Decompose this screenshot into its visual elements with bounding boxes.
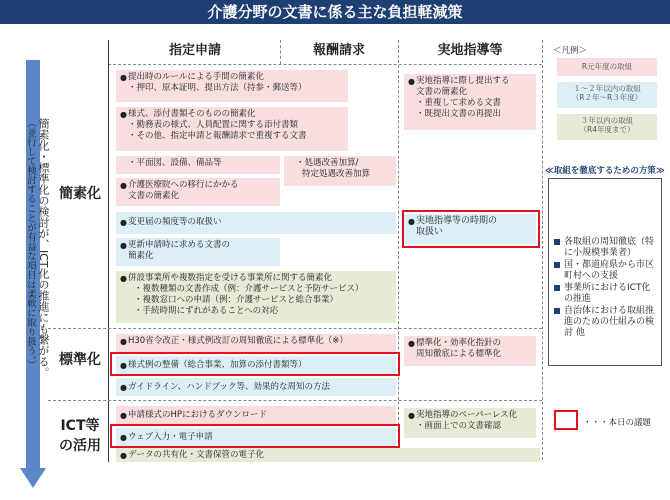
row-label-ict-line2: の活用 (59, 438, 101, 454)
legend-label: R元年度の取組 (581, 62, 633, 71)
today-agenda-label: ・・・本日の議題 (583, 418, 652, 428)
item-line: H30省令改正・様式例改訂の周知徹底による標準化（※） (128, 336, 348, 346)
item-ordinance-revision (116, 334, 396, 352)
measure-item (553, 237, 657, 259)
item-renewal-documents (116, 238, 280, 266)
item-line: 文書の簡素化 (416, 87, 468, 97)
item-data-sharing (116, 448, 540, 462)
legend-label: １～２年以内の取組 (573, 84, 641, 93)
square-bullet-icon (554, 308, 560, 314)
item-line: 簡素化 (128, 251, 154, 261)
column-header-application: 指定申請 (168, 43, 221, 58)
item-multiple-designations (116, 271, 396, 323)
bullet-icon: ● (408, 217, 415, 226)
row-label-standardize: 標準化 (59, 352, 101, 368)
column-divider-1 (280, 40, 281, 64)
left-note-main: 簡素化・標準化の検討が、ICT化の推進にも繋がる。 (37, 118, 50, 378)
item-line: ・重複して求める文書 (416, 98, 502, 108)
row-divider-2 (48, 400, 542, 401)
measure-item (553, 283, 657, 305)
item-line: ・処遇改善加算/ (296, 158, 359, 168)
item-line: ・画面上での文書確認 (416, 421, 502, 431)
square-bullet-icon (554, 239, 560, 245)
page-title: 介護分野の文書に係る主な負担軽減策 (0, 0, 670, 24)
header-divider (108, 64, 542, 65)
item-line: 併設事業所や複数指定を受ける事業所に関する簡素化 (128, 273, 333, 283)
item-line: ・既提出文書の再提出 (416, 109, 502, 119)
row-label-simplify: 簡素化 (59, 186, 101, 202)
item-standardization-guideline (404, 336, 536, 366)
item-paperless-inspection (404, 408, 536, 438)
legend-label: （R4年度まで） (579, 125, 635, 134)
item-line: 文書の簡素化 (128, 191, 180, 201)
column-divider-2 (398, 40, 399, 460)
arrow-head-icon (20, 468, 46, 488)
item-inspection-documents (404, 74, 536, 130)
row-divider-1 (48, 328, 542, 329)
item-treatment-improvement (284, 156, 396, 186)
item-line: 様式例の整備（総合事業、加算の添付書類等） (128, 360, 307, 370)
bullet-icon: ● (408, 339, 415, 348)
bullet-icon: ● (408, 411, 415, 420)
bullet-icon: ● (408, 77, 415, 86)
row-label-ict-line1: ICT等 (60, 418, 100, 434)
legend-item-blue (557, 82, 657, 108)
item-line: ・複数種類の文書作成（例：介護サービスと予防サービス） (134, 284, 364, 294)
item-line: 取扱い (416, 227, 444, 237)
row-label-ict (52, 416, 108, 456)
measure-text: 事業所におけるICT化の推進 (564, 283, 651, 304)
bullet-icon: ● (120, 73, 127, 82)
item-guidelines (116, 378, 396, 396)
item-line: ・勤務表の様式、人員配置に関する添付書類 (128, 120, 299, 130)
item-line: ・押印、原本証明、提出方法（持参・郵送等） (128, 83, 307, 93)
item-line: 更新申請時に求める文書の (128, 240, 231, 250)
left-note-sub: （並行して検討することが有益な項目は柔軟に取り扱う。） (25, 118, 36, 370)
today-agenda-key-icon (554, 410, 578, 430)
item-line: ・複数窓口への申請（例：介護サービスと総合事業） (134, 295, 339, 305)
bullet-icon: ● (120, 383, 127, 392)
bullet-icon: ● (120, 337, 127, 346)
bullet-icon: ● (120, 451, 127, 460)
legend-item-green (557, 114, 657, 140)
item-line: 様式、添付書類そのものの簡素化 (128, 109, 256, 119)
measures-box (548, 178, 662, 366)
measures-title: ≪取組を徹底するための方策≫ (545, 166, 665, 176)
row-label-divider (108, 40, 109, 462)
item-line: ・その他、指定申請と報酬請求で重複する文書 (128, 131, 307, 141)
legend-label: ３年以内の取組 (580, 116, 634, 125)
legend-title: ＜凡例＞ (553, 46, 588, 56)
bullet-icon: ● (120, 411, 127, 420)
bullet-icon: ● (120, 433, 127, 442)
item-line: 申請様式のHPにおけるダウンロード (128, 410, 268, 420)
measure-text: 各取組の周知徹底（特に小規模事業者） (564, 237, 655, 258)
measure-text: 自治体における取組推進のための仕組みの検討 他 (564, 306, 655, 338)
item-line: 標準化・効率化指針の (416, 338, 502, 348)
item-form-simplification (116, 107, 348, 151)
item-line: ガイドライン、ハンドブック等、効果的な周知の方法 (128, 382, 330, 392)
item-line: ウェブ入力・電子申請 (128, 432, 213, 442)
measure-text: 国・都道府県から市区町村への支援 (564, 260, 655, 281)
item-line: 介護医療院への移行にかかる (128, 180, 239, 190)
item-floor-plans (116, 156, 280, 174)
item-care-hospital-transition (116, 178, 280, 206)
item-line: 実地指導に際し提出する (416, 76, 510, 86)
item-line: 実地指導のペーパーレス化 (416, 410, 518, 420)
bullet-icon: ● (120, 218, 127, 227)
legend-item-pink (557, 58, 657, 76)
highlight-electronic-application (110, 424, 400, 448)
bullet-icon: ● (120, 181, 127, 190)
square-bullet-icon (554, 285, 560, 291)
measure-item (553, 260, 657, 282)
measure-item (553, 306, 657, 339)
bullet-icon: ● (120, 110, 127, 119)
item-line: ・平面図、設備、備品等 (128, 158, 222, 168)
item-line: 提出時のルールによる手間の簡素化 (128, 72, 264, 82)
bullet-icon: ● (120, 241, 127, 250)
column-header-inspection: 実地指導等 (437, 43, 503, 58)
item-line: 周知徹底による標準化 (416, 349, 502, 359)
item-line: ・手続時期にずれがあることへの対応 (134, 306, 279, 316)
item-line: 実地指導等の時期の (416, 216, 498, 226)
column-divider-3 (542, 40, 543, 460)
item-line: データの共有化・文書保管の電子化 (128, 450, 265, 460)
bullet-icon: ● (120, 361, 127, 370)
item-line: 変更届の頻度等の取扱い (128, 217, 222, 227)
item-change-notification (116, 212, 396, 234)
square-bullet-icon (554, 262, 560, 268)
column-header-billing: 報酬請求 (312, 43, 365, 58)
highlight-form-templates (110, 352, 400, 376)
item-submission-rules (116, 70, 348, 102)
bullet-icon: ● (120, 274, 127, 283)
highlight-inspection-timing (402, 210, 540, 248)
legend-label: （R２年～R３年度） (571, 93, 643, 102)
item-line: 特定処遇改善加算 (302, 169, 371, 179)
item-form-download (116, 406, 396, 424)
